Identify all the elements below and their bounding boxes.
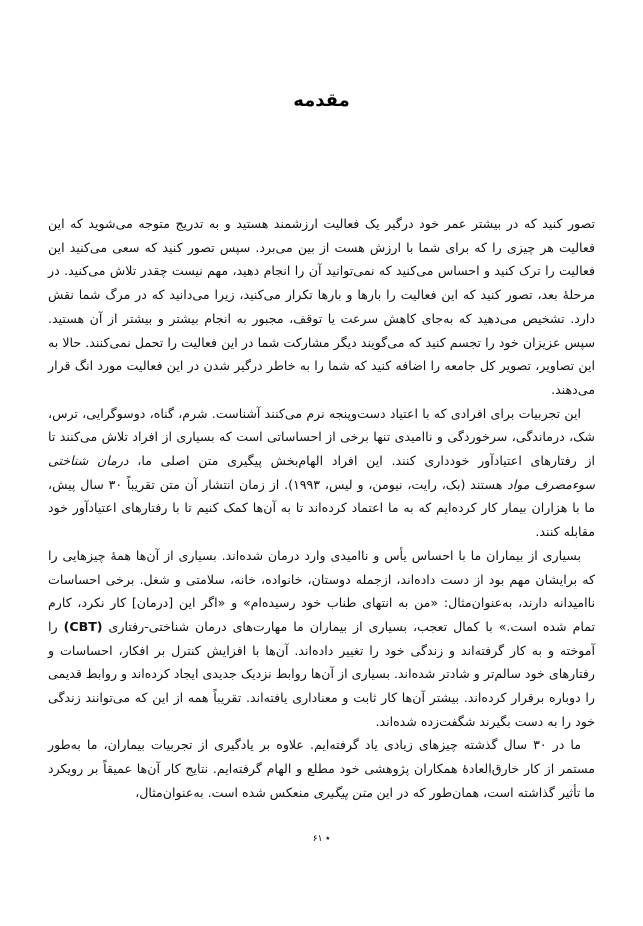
text-run: این تجربیات برای افرادی که با اعتیاد دست‌وپنجه نرم می‌کنند آشناست. شرم، گناه، دوسوگرایی، ترس، شک، درماندگی، سرخوردگی و ناامیدی تنها برخی از احساساتی است که بسیاری از افراد تلاش می‌کنند تا از رفتارهای اعتیادآور خودداری کنند. این افراد الهام‌بخش پیگیری متن اصلی ما،	[48, 405, 596, 469]
paragraph	[48, 212, 595, 402]
text-run: تصور کنید که در بیشتر عمر خود درگیر یک فعالیت ارزشمند هستید و به تدریج متوجه می‌شوید که این فعالیت هر چیزی را که برای شما با ارزش هست از بین می‌برد. سپس تصور کنید که سعی می‌کنید این فعالیت را ترک کنید و احساس می‌کنید که نمی‌توانید آن را انجام دهید، مهم نیست چقدر تلاش می‌کنید. در مرحلهٔ بعد، تصور کنید که این فعالیت را بارها و بارها تکرار می‌کنید، زیرا می‌دانید که در مرگ شما نقش دارد. تشخیص می‌دهید که به‌جای کاهش سرعت یا توقف، مجبور به انجام بیشتر و بیشتر از آن هستید. سپس عزیزان خود را تجسم کنید که می‌گویند دیگر مشارکت شما در این فعالیت را تحمل نمی‌کنند. حالا به این تصاویر، تصویر کل جامعه را اضافه کنید که شما را به خاطر درگیر شدن در این فعالیت مورد انگ قرار می‌دهند.	[48, 216, 595, 397]
page-number: ٭ ۶۱	[312, 834, 331, 844]
text-run: بسیاری از بیماران ما با احساس یأس و ناامیدی وارد درمان شده‌اند. بسیاری از آن‌ها همهٔ چیزهایی را که برایشان مهم بود از دست داده‌اند، ازجمله دوستان، خانواده، خانه، سلامتی و شغل. برخی احساسات ناامیدانه دارند، به‌عنوان‌مثال: «من به انتهای طناب خود رسیده‌ام» و «اگر این [درمان] کار نکرد، کارم تمام شده است.» با کمال تعجب، بسیاری از بیماران ما مهارت‌های درمان شناختی-رفتاری	[48, 547, 595, 634]
text-run: هستند (بک، رایت، نیومن، و لیس، ۱۹۹۳). از زمان انتشار آن متن تقریباً ۳۰ سال پیش، ما با هزاران بیمار کار کرده‌ایم که به ما اعتماد کرده‌اند تا به آن‌ها کمک کنیم تا با رفتارهای اعتیادآور خود مقابله کنند.	[48, 476, 595, 540]
italic-text-run: درمان شناختی سوءمصرف مواد	[48, 453, 595, 492]
italic-text-run: متن پیگیری	[313, 784, 373, 800]
page-title: مقدمه	[293, 90, 350, 111]
text-run: را آموخته و به کار گرفته‌اند و زندگی خود را تغییر داده‌اند. آن‌ها با افزایش کنترل بر افکار، احساسات و رفتارهای خود سالم‌تر و شادتر شده‌اند. بسیاری از آن‌ها روابط نزدیک جدیدی ایجاد کرده‌اند و روابط قدیمی را دوباره برقرار کرده‌اند. بیشتر آن‌ها کار ثابت و معناداری یافته‌اند. تقریباً همه از این که می‌توانند زندگی خود را به دست بگیرند شگفت‌زده شده‌اند.	[48, 618, 595, 729]
text-run: منعکس شده است. به‌عنوان‌مثال،	[135, 784, 314, 800]
paragraph	[48, 733, 595, 804]
paragraph	[48, 402, 595, 544]
bold-text-run: (CBT)	[63, 618, 103, 634]
body-text	[48, 212, 595, 805]
text-run: ما در ۳۰ سال گذشته چیزهای زیادی یاد گرفته‌ایم. علاوه بر یادگیری از تجربیات بیماران، ما به‌طور مستمر از کار خارق‌العادهٔ همکاران پژوهشی خود مطلع و الهام گرفته‌ایم. نتایج کار آن‌ها عمیقاً بر رویکرد ما تأثیر گذاشته است، همان‌طور که در این	[48, 737, 595, 800]
paragraph	[48, 544, 595, 734]
